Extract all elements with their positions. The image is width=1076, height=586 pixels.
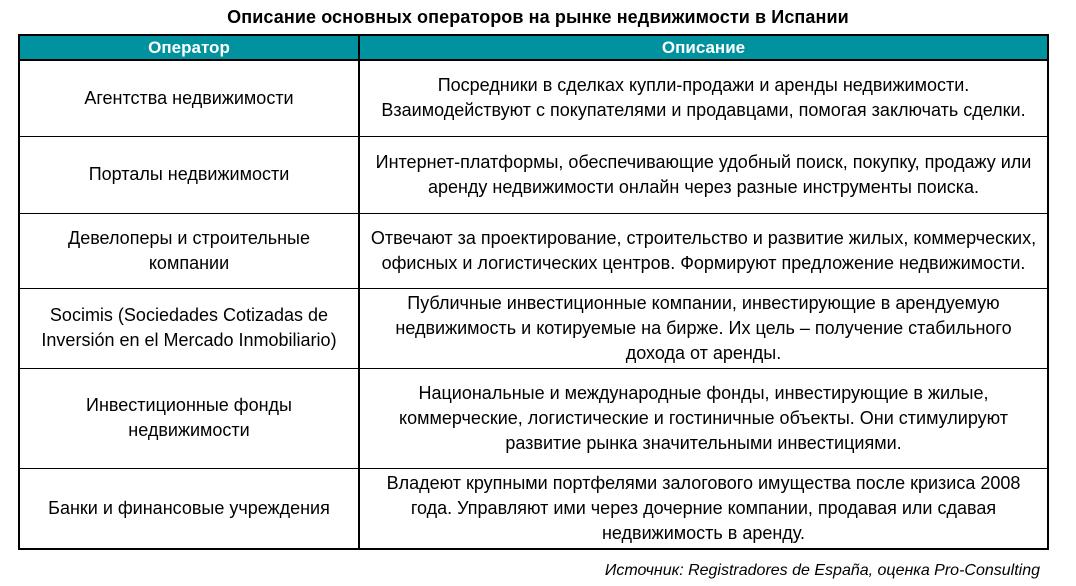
description-cell: Публичные инвестиционные компании, инвестирующие в арендуемую недвижимость и котируемые на бирже. Их цель – получение стабильного дохода от аренды.	[359, 288, 1048, 368]
description-cell: Интернет-платформы, обеспечивающие удобный поиск, покупку, продажу или аренду недвижимости онлайн через разные инструменты поиска.	[359, 136, 1048, 213]
description-cell: Посредники в сделках купли-продажи и аренды недвижимости. Взаимодействуют с покупателями и продавцами, помогая заключать сделки.	[359, 60, 1048, 136]
table-body	[19, 60, 1048, 549]
operator-cell: Инвестиционные фонды недвижимости	[19, 368, 359, 468]
description-cell: Отвечают за проектирование, строительство и развитие жилых, коммерческих, офисных и логистических центров. Формируют предложение недвижимости.	[359, 213, 1048, 288]
table-row	[19, 60, 1048, 136]
operator-cell: Socimis (Sociedades Cotizadas de Inversión en el Mercado Inmobiliario)	[19, 288, 359, 368]
source-note: Источник: Registradores de España, оценка Pro-Consulting	[604, 561, 1040, 579]
table-row	[19, 136, 1048, 213]
table-row	[19, 368, 1048, 468]
table-header	[19, 35, 1048, 60]
operator-cell: Агентства недвижимости	[19, 60, 359, 136]
table-row	[19, 213, 1048, 288]
description-cell: Национальные и международные фонды, инвестирующие в жилые, коммерческие, логистические и гостиничные объекты. Они стимулируют развитие рынка значительными инвестициями.	[359, 368, 1048, 468]
table-row	[19, 468, 1048, 549]
table-row	[19, 288, 1048, 368]
operator-cell: Порталы недвижимости	[19, 136, 359, 213]
column-header-description: Описание	[359, 35, 1048, 60]
description-cell: Владеют крупными портфелями залогового имущества после кризиса 2008 года. Управляют ими через дочерние компании, продавая или сдавая недвижимость в аренду.	[359, 468, 1048, 549]
column-header-operator: Оператор	[19, 35, 359, 60]
header-row	[19, 35, 1048, 60]
operators-table	[18, 34, 1049, 550]
operator-cell: Банки и финансовые учреждения	[19, 468, 359, 549]
operator-cell: Девелоперы и строительные компании	[19, 213, 359, 288]
page-title: Описание основных операторов на рынке недвижимости в Испании	[227, 7, 849, 27]
